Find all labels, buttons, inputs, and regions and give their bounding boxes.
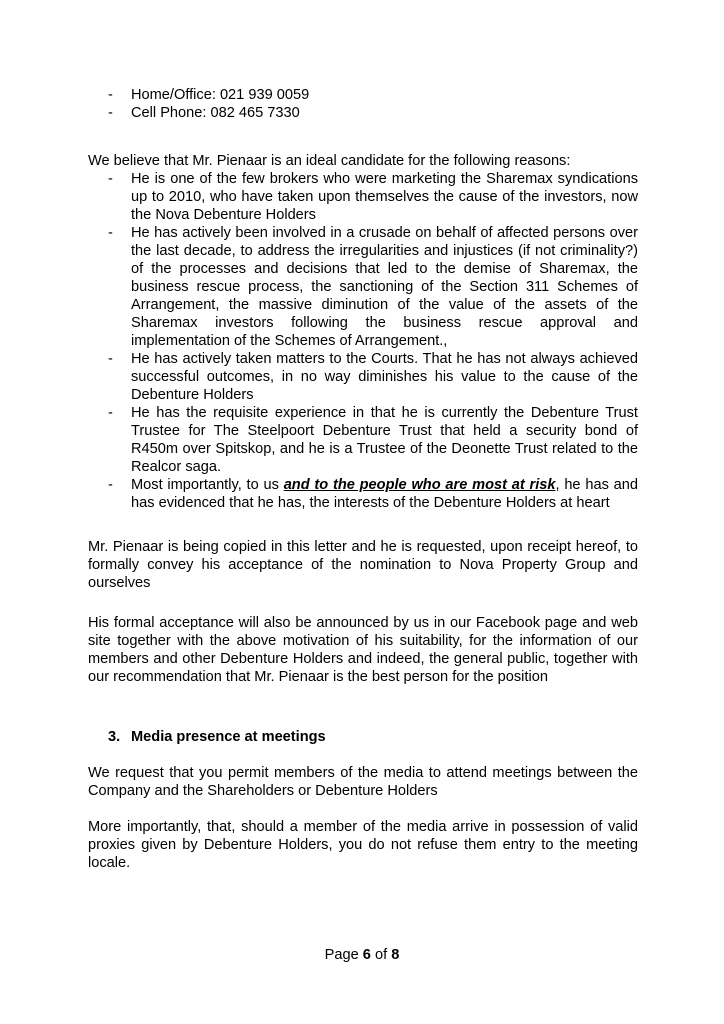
media-request-paragraph: We request that you permit members of the media to attend meetings between the Company and the Shareholders or Debenture Holders xyxy=(88,765,638,799)
reasons-list xyxy=(88,170,638,512)
page-label: Page xyxy=(324,947,363,963)
acceptance-paragraph: Mr. Pienaar is being copied in this letter and he is requested, upon receipt hereof, to formally convey his acceptance of the nomination to Nova Property Group and ourselves xyxy=(88,539,638,591)
reason-item xyxy=(88,350,638,404)
reason-text-before: Most importantly, to us xyxy=(131,477,284,493)
contact-item-cell-phone xyxy=(88,104,638,122)
reason-item-most-importantly xyxy=(88,476,638,512)
reason-text: He has the requisite experience in that he is currently the Debenture Trust Trustee for The Steelpoort Debenture Trust that held a security bond of R450m over Spitskop, and he is a Trustee of the Deonette Trust related to the Realcor saga. xyxy=(131,405,638,475)
list-bullet: - xyxy=(108,171,113,187)
list-bullet: - xyxy=(108,351,113,367)
reason-text: He has actively been involved in a crusade on behalf of affected persons over the last decade, to address the irregularities and injustices (if not criminality?) of the processes and decisions that led to the demise of Sharemax, the business rescue process, the sanctioning of the Section 311 Schemes of Arrangement, the massive diminution of the value of the assets of the Sharemax investors following the business rescue approval and implementation of the Schemes of Arrangement., xyxy=(131,225,638,349)
contact-item-home-office xyxy=(88,86,638,104)
reason-item xyxy=(88,404,638,476)
list-bullet: - xyxy=(108,225,113,241)
contact-list xyxy=(88,86,638,122)
contact-text: Home/Office: 021 939 0059 xyxy=(131,87,310,103)
reason-text-emphasis: and to the people who are most at risk xyxy=(283,477,556,493)
announcement-paragraph: His formal acceptance will also be announced by us in our Facebook page and web site together with the above motivation of his suitability, for the information of our members and other Debenture Holders and indeed, the general public, together with our recommendation that Mr. Pienaar is the best person for the position xyxy=(88,615,638,685)
reason-text: He is one of the few brokers who were marketing the Sharemax syndications up to 2010, who have taken upon themselves the cause of the investors, now the Nova Debenture Holders xyxy=(131,171,638,223)
contact-text: Cell Phone: 082 465 7330 xyxy=(131,105,300,121)
section-title: Media presence at meetings xyxy=(131,729,326,745)
section-number: 3. xyxy=(108,729,121,745)
current-page-number: 6 xyxy=(362,947,371,963)
section-heading-media xyxy=(88,728,638,746)
page-content xyxy=(88,86,638,872)
list-bullet: - xyxy=(108,87,113,103)
reason-item xyxy=(88,170,638,224)
page-footer xyxy=(0,946,724,964)
reason-item xyxy=(88,224,638,350)
intro-paragraph: We believe that Mr. Pienaar is an ideal candidate for the following reasons: xyxy=(88,153,571,169)
page-of-label: of xyxy=(370,947,392,963)
reason-text: He has actively taken matters to the Courts. That he has not always achieved successful outcomes, in no way diminishes his value to the cause of the Debenture Holders xyxy=(131,351,638,403)
list-bullet: - xyxy=(108,405,113,421)
total-pages-number: 8 xyxy=(391,947,400,963)
reason-text-after: , he has and has evidenced that he has, the interests of the Debenture Holders at heart xyxy=(131,477,638,511)
list-bullet: - xyxy=(108,105,113,121)
media-proxies-paragraph: More importantly, that, should a member of the media arrive in possession of valid proxies given by Debenture Holders, you do not refuse them entry to the meeting locale. xyxy=(88,819,638,871)
list-bullet: - xyxy=(108,477,113,493)
